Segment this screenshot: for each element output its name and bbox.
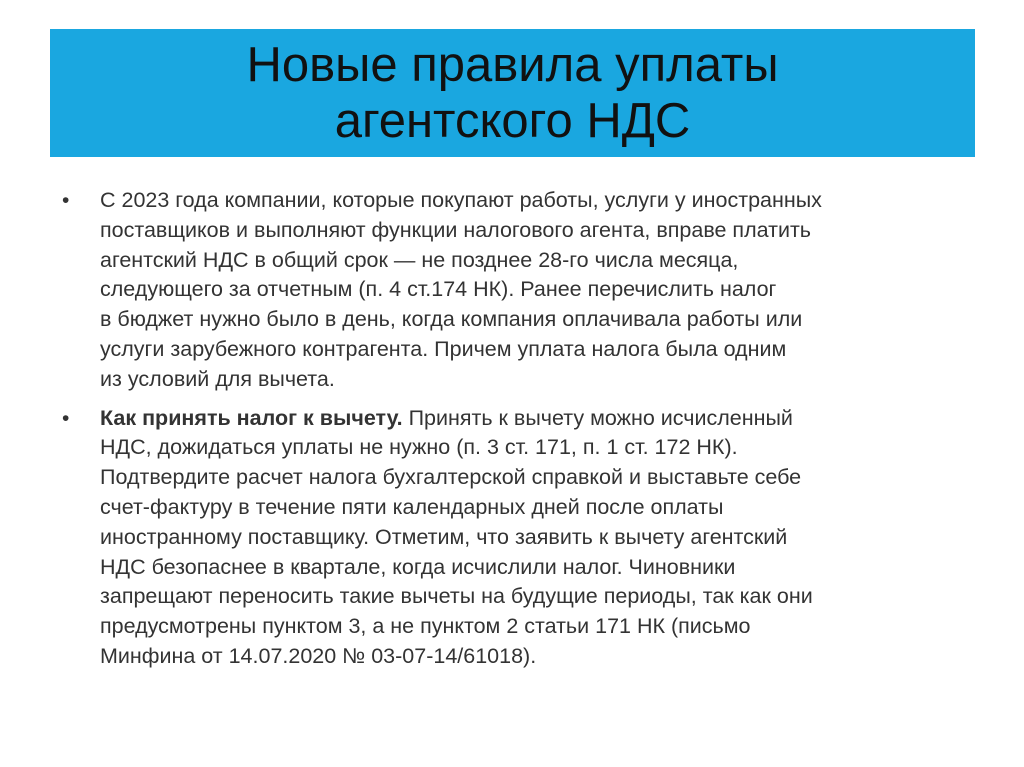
bullet-1-line: из условий для вычета. [100, 366, 335, 391]
bullet-2-line: Минфина от 14.07.2020 № 03-07-14/61018). [100, 643, 537, 668]
bullet-2-line: иностранному поставщику. Отметим, что заявить к вычету агентский [100, 524, 788, 549]
bullet-2-line: НДС, дожидаться уплаты не нужно (п. 3 ст. 171, п. 1 ст. 172 НК). [100, 435, 738, 460]
bullet-1-line: в бюджет нужно было в день, когда компания оплачивала работы или [100, 307, 803, 332]
title-band [50, 29, 975, 157]
bullet-1-line: услуги зарубежного контрагента. Причем уплата налога была одним [100, 336, 787, 361]
bullet-2-line: предусмотрены пунктом 3, а не пунктом 2 статьи 171 НК (письмо [100, 614, 751, 639]
bullet-marker: • [62, 189, 70, 212]
slide-content [0, 186, 1024, 672]
bullet-2-line: запрещают переносить такие вычеты на будущие периоды, так как они [100, 584, 813, 609]
slide-title-line-1: Новые правила уплаты [246, 38, 779, 92]
bullet-2-line: счет-фактуру в течение пяти календарных дней после оплаты [100, 494, 724, 519]
bullet-1-line: поставщиков и выполняют функции налогового агента, вправе платить [100, 217, 812, 242]
bullet-1-line: С 2023 года компании, которые покупают работы, услуги у иностранных [100, 188, 822, 212]
bullet-item-2 [0, 404, 950, 672]
slide-title-line-2: агентского НДС [334, 94, 691, 148]
bullet-1-line: агентский НДС в общий срок — не позднее 28-го числа месяца, [100, 247, 739, 272]
bullet-1-line: следующего за отчетным (п. 4 ст.174 НК). Ранее перечислить налог [100, 277, 777, 302]
bullet-2-line: НДС безопаснее в квартале, когда исчислили налог. Чиновники [100, 554, 736, 579]
bullet-2-first-line [100, 404, 950, 434]
bullet-2-line: Подтвердите расчет налога бухгалтерской справкой и выставьте себе [100, 465, 802, 490]
bullet-marker: • [62, 406, 70, 430]
bullet-2-bold-heading: Как принять налог к вычету. [100, 405, 403, 430]
slide-title [246, 37, 778, 149]
bullet-item-1 [0, 186, 950, 395]
bullet-2-line-rest: Принять к вычету можно исчисленный [402, 405, 793, 430]
